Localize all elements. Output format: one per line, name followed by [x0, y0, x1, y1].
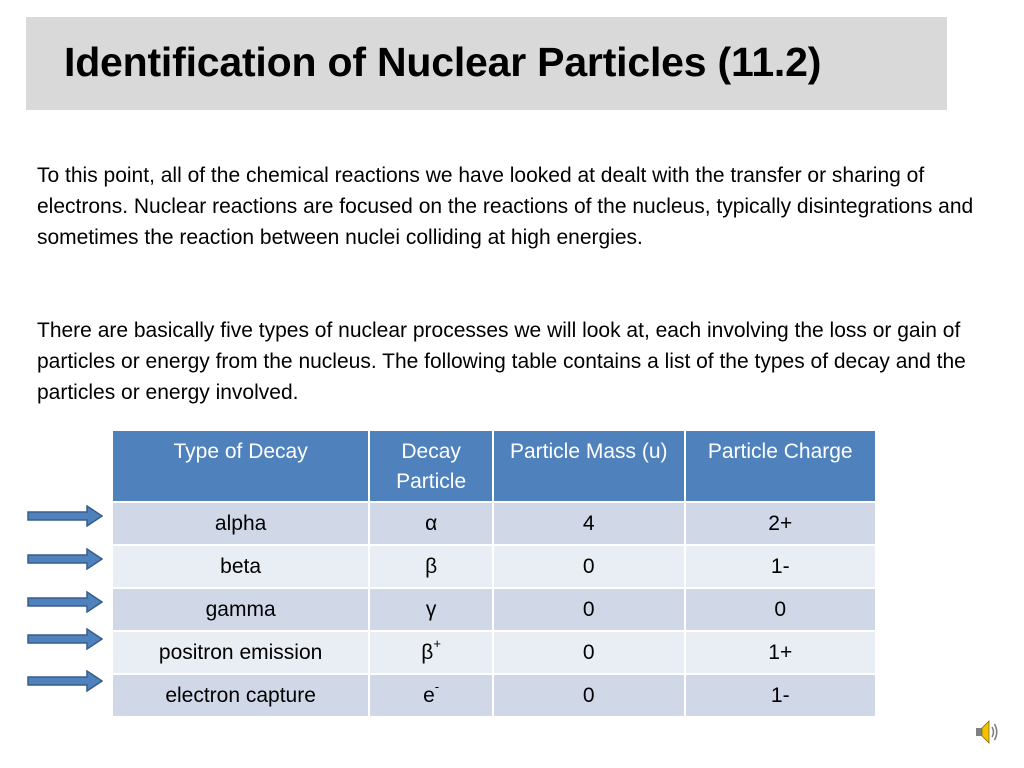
cell-particle-mass: 0	[493, 631, 684, 674]
slide-title: Identification of Nuclear Particles (11.2)	[64, 39, 822, 85]
table-row	[112, 631, 876, 674]
cell-decay-type: positron emission	[112, 631, 369, 674]
speaker-icon[interactable]	[975, 718, 999, 746]
cell-decay-particle	[369, 545, 493, 588]
cell-decay-particle	[369, 588, 493, 631]
table-row	[112, 674, 876, 717]
cell-particle-charge: 2+	[685, 502, 877, 545]
cell-decay-particle	[369, 631, 493, 674]
cell-decay-type: alpha	[112, 502, 369, 545]
title-box	[26, 17, 947, 110]
cell-particle-charge: 1-	[685, 545, 877, 588]
cell-particle-mass: 4	[493, 502, 684, 545]
table-row	[112, 588, 876, 631]
header-type-of-decay: Type of Decay	[112, 430, 369, 502]
cell-decay-type: beta	[112, 545, 369, 588]
right-arrow-icon	[27, 505, 103, 527]
header-decay-particle: Decay Particle	[369, 430, 493, 502]
table-header-row	[112, 430, 876, 502]
particle-symbol: α	[425, 512, 438, 535]
cell-decay-particle	[369, 674, 493, 717]
right-arrow-icon	[27, 548, 103, 570]
cell-decay-type: electron capture	[112, 674, 369, 717]
cell-particle-mass: 0	[493, 588, 684, 631]
particle-symbol: γ	[425, 598, 437, 621]
decay-types-paragraph: There are basically five types of nuclear processes we will look at, each involving the loss or gain of particles or energy from the nucleus. The following table contains a list of the types of decay and the particles or energy involved.	[37, 319, 966, 404]
particle-symbol: β	[421, 641, 434, 664]
particle-symbol: β	[425, 555, 438, 578]
cell-particle-mass: 0	[493, 545, 684, 588]
particle-superscript: +	[433, 636, 441, 651]
cell-particle-charge: 0	[685, 588, 877, 631]
cell-decay-type: gamma	[112, 588, 369, 631]
header-particle-charge: Particle Charge	[685, 430, 877, 502]
cell-particle-mass: 0	[493, 674, 684, 717]
right-arrow-icon	[27, 670, 103, 692]
header-particle-mass: Particle Mass (u)	[493, 430, 684, 502]
intro-paragraph: To this point, all of the chemical reactions we have looked at dealt with the transfer or sharing of electrons. Nuclear reactions are focused on the reactions of the nucleus, typically disintegrations and sometimes the reaction between nuclei colliding at high energies.	[37, 164, 974, 249]
table-row	[112, 545, 876, 588]
right-arrow-icon	[27, 628, 103, 650]
cell-decay-particle	[369, 502, 493, 545]
cell-particle-charge: 1+	[685, 631, 877, 674]
table-row	[112, 502, 876, 545]
decay-table	[111, 429, 877, 718]
cell-particle-charge: 1-	[685, 674, 877, 717]
right-arrow-icon	[27, 591, 103, 613]
particle-superscript: -	[434, 679, 440, 694]
particle-symbol: e	[423, 684, 435, 707]
